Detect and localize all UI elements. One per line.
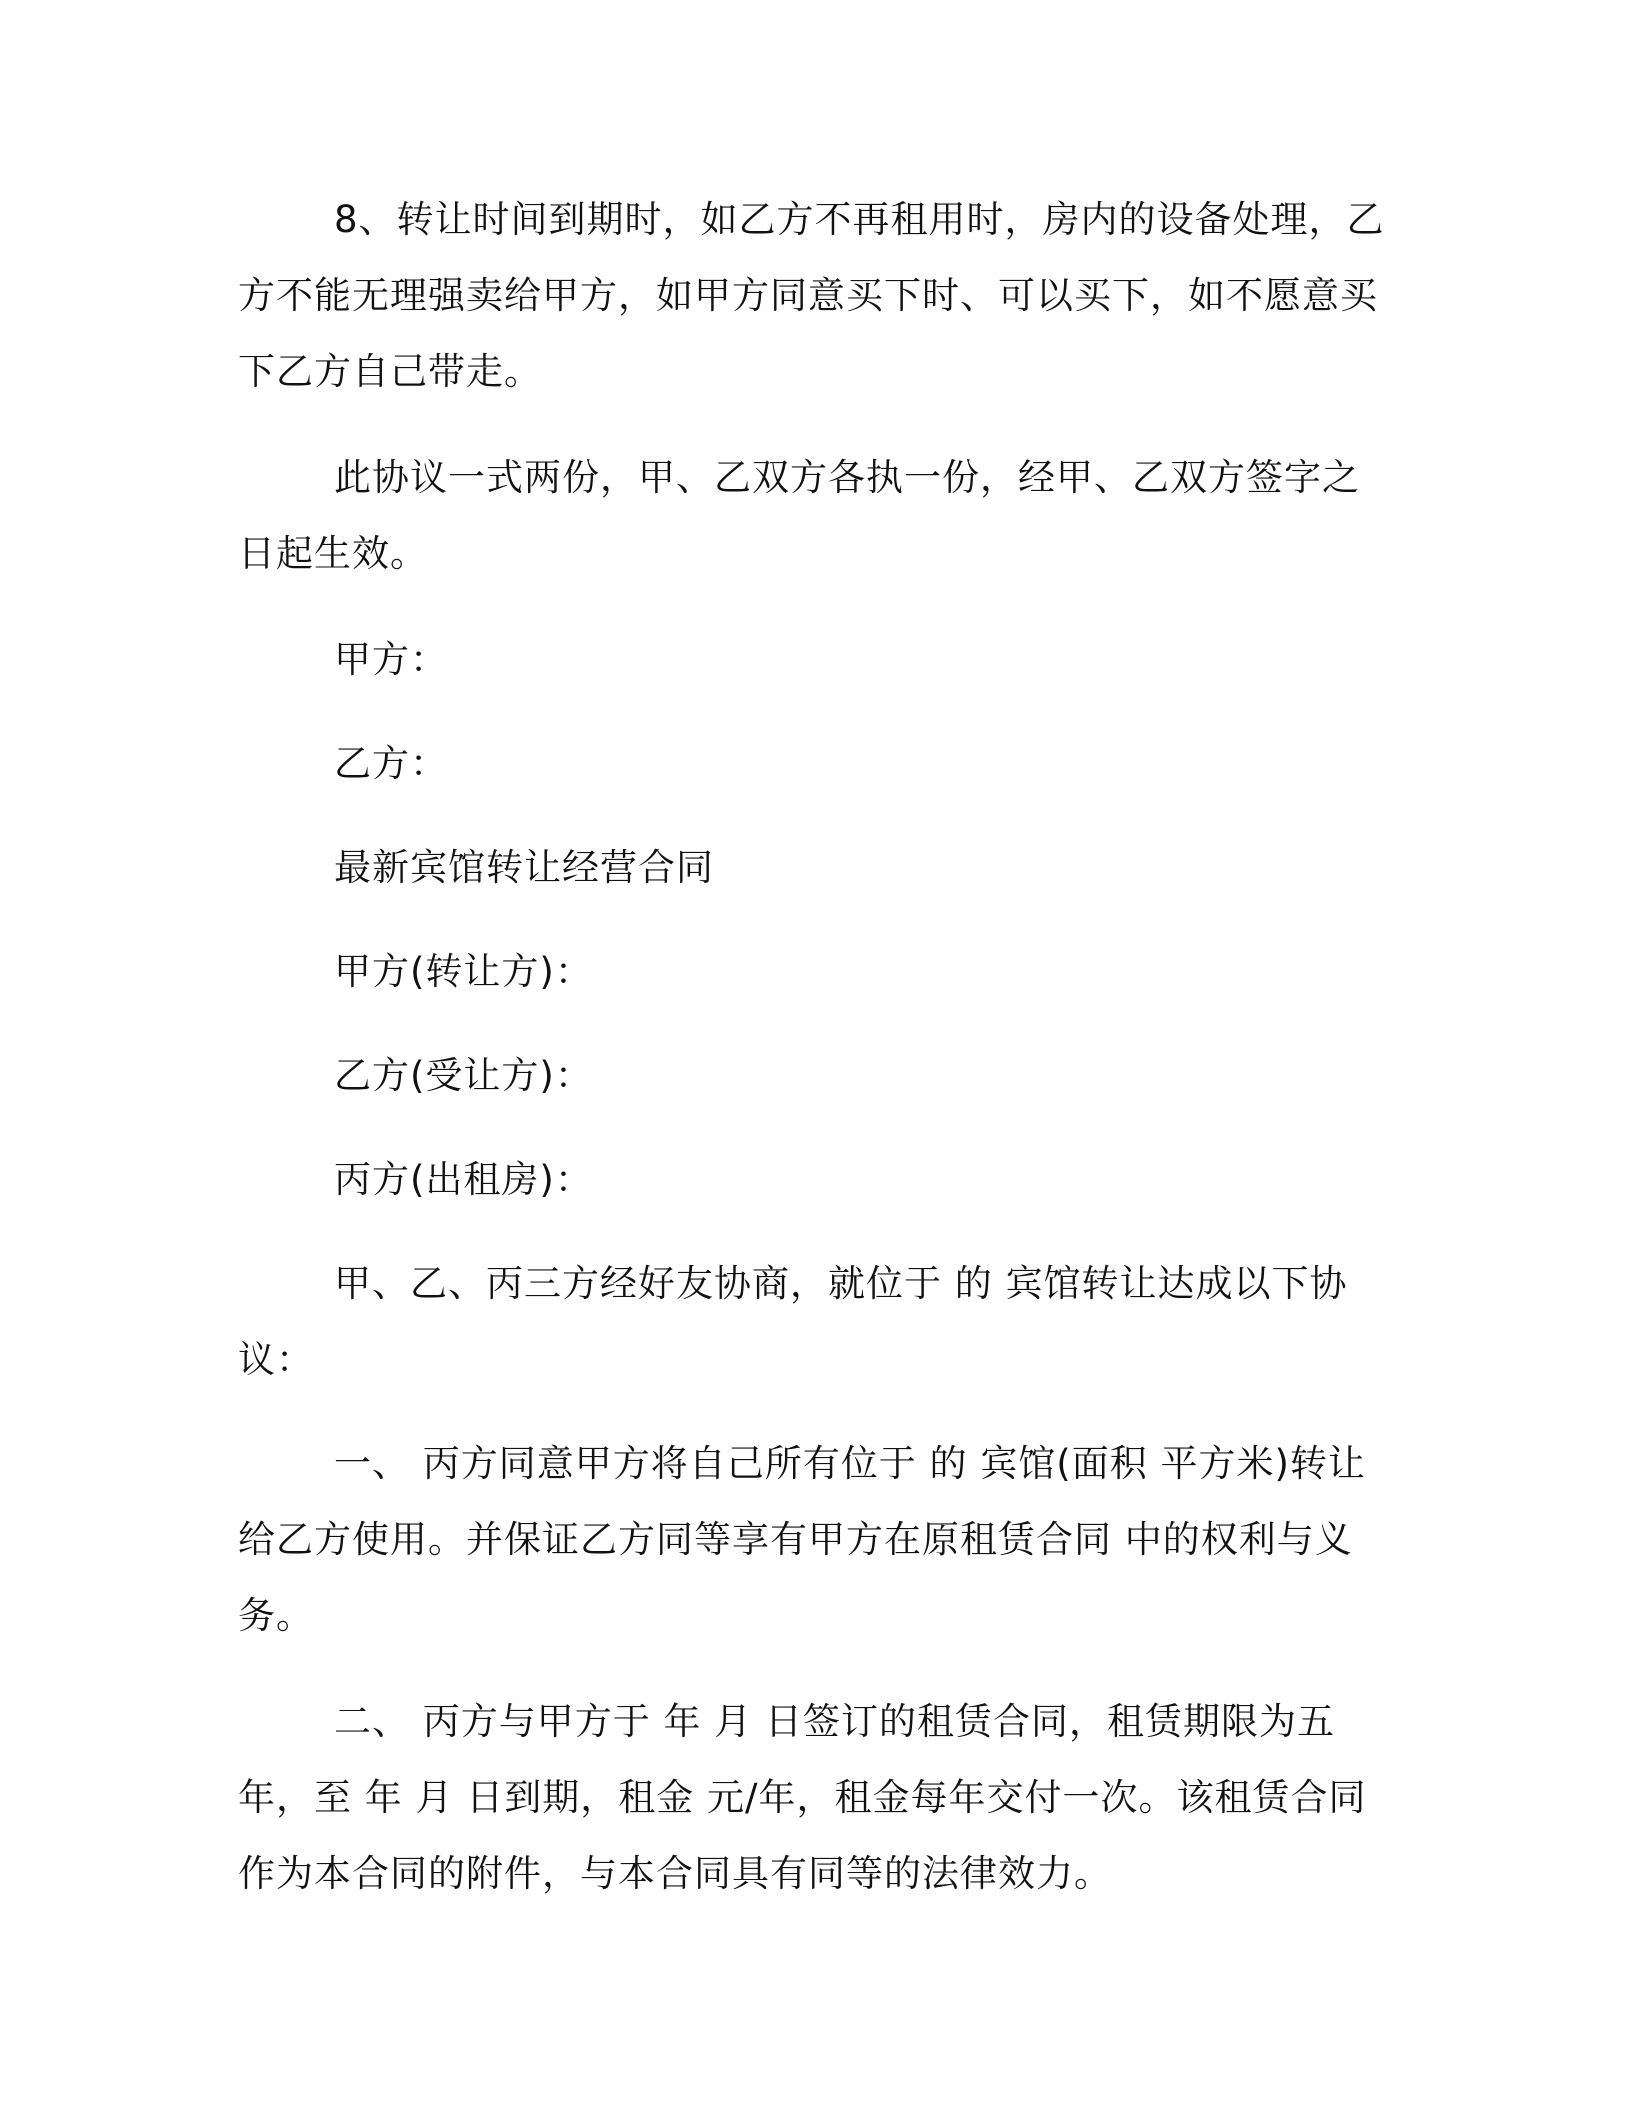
contract-title: 最新宾馆转让经营合同 xyxy=(334,846,714,889)
party-b-signature-line: 乙方： xyxy=(334,742,448,785)
clause-2-paragraph: 二、 丙方与甲方于 年 月 日签订的租赁合同，租赁期限为五年，至 年 月 日到期，租金 元/年，租金每年交付一次。该租赁合同作为本合同的附件，与本合同具有同等的法律效力。 xyxy=(238,1700,1367,1895)
clause-1-paragraph: 一、 丙方同意甲方将自己所有位于 的 宾馆(面积 平方米)转让给乙方使用。并保证乙方同等享有甲方在原租赁合同 中的权利与义务。 xyxy=(238,1442,1366,1637)
effectiveness-paragraph: 此协议一式两份，甲、乙双方各执一份，经甲、乙双方签字之日起生效。 xyxy=(238,456,1360,575)
party-b-transferee-line: 乙方(受让方)： xyxy=(334,1054,593,1097)
clause-8-paragraph: 8、转让时间到期时，如乙方不再租用时，房内的设备处理，乙方不能无理强卖给甲方，如甲方同意买下时、可以买下，如不愿意买下乙方自己带走。 xyxy=(238,198,1385,393)
party-c-lessor-line: 丙方(出租房)： xyxy=(334,1158,593,1201)
document-body xyxy=(238,182,1386,1942)
agreement-intro-paragraph: 甲、乙、丙三方经好友协商，就位于 的 宾馆转让达成以下协议： xyxy=(238,1262,1348,1381)
party-a-signature-line: 甲方： xyxy=(334,638,448,681)
party-a-transferor-line: 甲方(转让方)： xyxy=(334,950,593,993)
